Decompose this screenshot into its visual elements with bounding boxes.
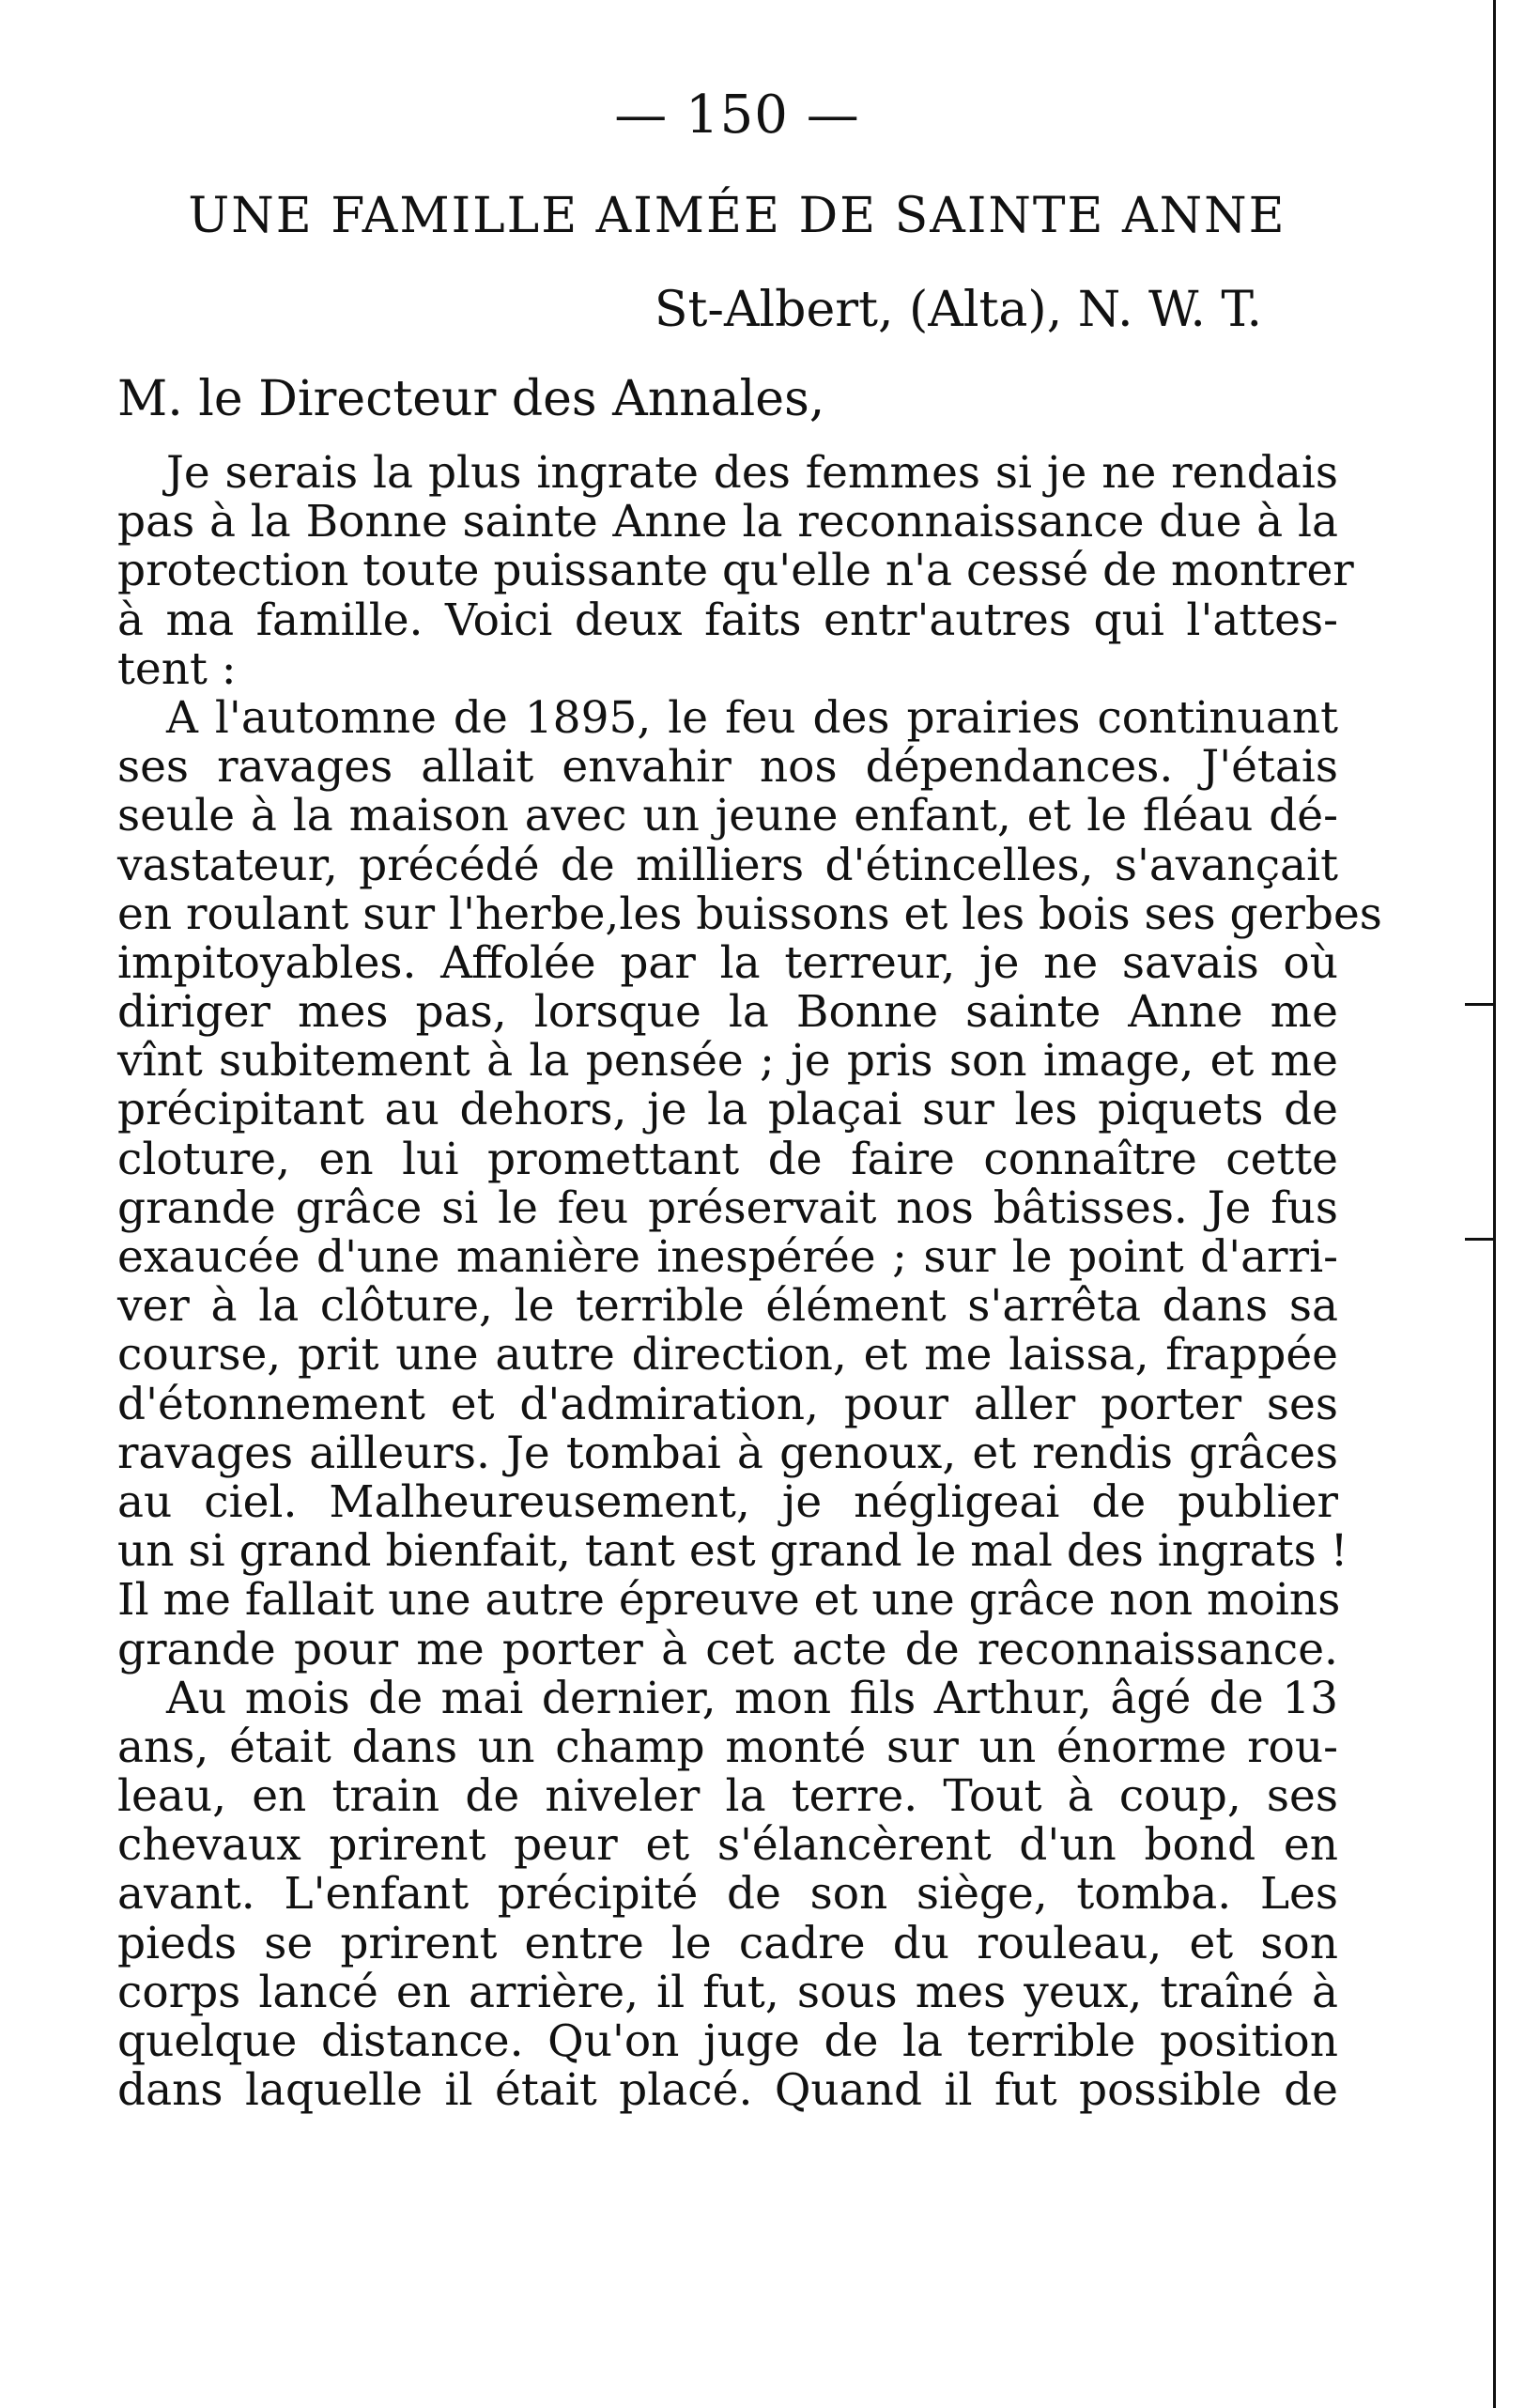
margin-tick xyxy=(1465,1238,1493,1241)
body-line: précipitant au dehors, je la plaçai sur les piquets de xyxy=(117,1084,1338,1136)
body-line: Il me fallait une autre épreuve et une grâce non moins xyxy=(117,1574,1341,1627)
body-line: Je serais la plus ingrate des femmes si je ne rendais xyxy=(166,447,1338,499)
body-line: dans laquelle il était placé. Quand il fut possible de xyxy=(117,2064,1338,2117)
margin-rule xyxy=(1493,0,1496,2408)
body-line: ans, était dans un champ monté sur un énorme rou- xyxy=(117,1721,1338,1773)
body-line: protection toute puissante qu'elle n'a cessé de montrer xyxy=(117,545,1354,597)
article-title: UNE FAMILLE AIMÉE DE SAINTE ANNE xyxy=(188,188,1286,244)
page-number: — 150 — xyxy=(614,85,860,146)
body-line: ses ravages allait envahir nos dépendances. J'étais xyxy=(117,741,1338,794)
body-line: avant. L'enfant précipité de son siège, tomba. Les xyxy=(117,1868,1338,1921)
body-line: grande grâce si le feu préservait nos bâtisses. Je fus xyxy=(117,1181,1338,1234)
body-line: d'étonnement et d'admiration, pour aller porter ses xyxy=(117,1378,1338,1430)
body-line: grande pour me porter à cet acte de reconnaissance. xyxy=(117,1623,1338,1675)
dateline-place: St-Albert, (Alta), N. W. T. xyxy=(654,282,1262,338)
body-line: corps lancé en arrière, il fut, sous mes yeux, traîné à xyxy=(117,1966,1338,2018)
body-line: exaucée d'une manière inespérée ; sur le point d'arri- xyxy=(117,1231,1338,1283)
body-line: pieds se prirent entre le cadre du rouleau, et son xyxy=(117,1917,1338,1969)
body-line: impitoyables. Affolée par la terreur, je ne savais où xyxy=(117,936,1338,989)
body-line: pas à la Bonne sainte Anne la reconnaissance due à la xyxy=(117,496,1338,548)
body-line: vînt subitement à la pensée ; je pris son image, et me xyxy=(117,1035,1338,1088)
body-line: leau, en train de niveler la terre. Tout à coup, ses xyxy=(117,1770,1338,1823)
body-line: ver à la clôture, le terrible élément s'arrêta dans sa xyxy=(117,1280,1338,1333)
body-line: en roulant sur l'herbe,les buissons et les bois ses gerbes xyxy=(117,888,1382,940)
body-line: un si grand bienfait, tant est grand le mal des ingrats ! xyxy=(117,1525,1348,1578)
margin-tick xyxy=(1465,1003,1493,1006)
body-line: à ma famille. Voici deux faits entr'autres qui l'attes- xyxy=(117,594,1338,646)
body-line: au ciel. Malheureusement, je négligeai de publier xyxy=(117,1475,1338,1528)
body-line: chevaux prirent peur et s'élancèrent d'un bond en xyxy=(117,1819,1338,1872)
body-line: seule à la maison avec un jeune enfant, et le fléau dé- xyxy=(117,790,1338,842)
body-line: course, prit une autre direction, et me laissa, frappée xyxy=(117,1329,1338,1382)
body-line: tent : xyxy=(117,642,237,695)
body-line: A l'automne de 1895, le feu des prairies continuant xyxy=(166,691,1338,744)
body-line: Au mois de mai dernier, mon fils Arthur, âgé de 13 xyxy=(166,1672,1338,1724)
letter-body xyxy=(117,447,1382,2117)
body-line: quelque distance. Qu'on juge de la terrible position xyxy=(117,2015,1338,2067)
body-line: cloture, en lui promettant de faire connaître cette xyxy=(117,1133,1338,1185)
salutation: M. le Directeur des Annales, xyxy=(117,371,825,427)
body-line: diriger mes pas, lorsque la Bonne sainte Anne me xyxy=(117,986,1338,1039)
body-line: vastateur, précédé de milliers d'étincelles, s'avançait xyxy=(117,839,1338,891)
body-line: ravages ailleurs. Je tombai à genoux, et rendis grâces xyxy=(117,1427,1338,1479)
